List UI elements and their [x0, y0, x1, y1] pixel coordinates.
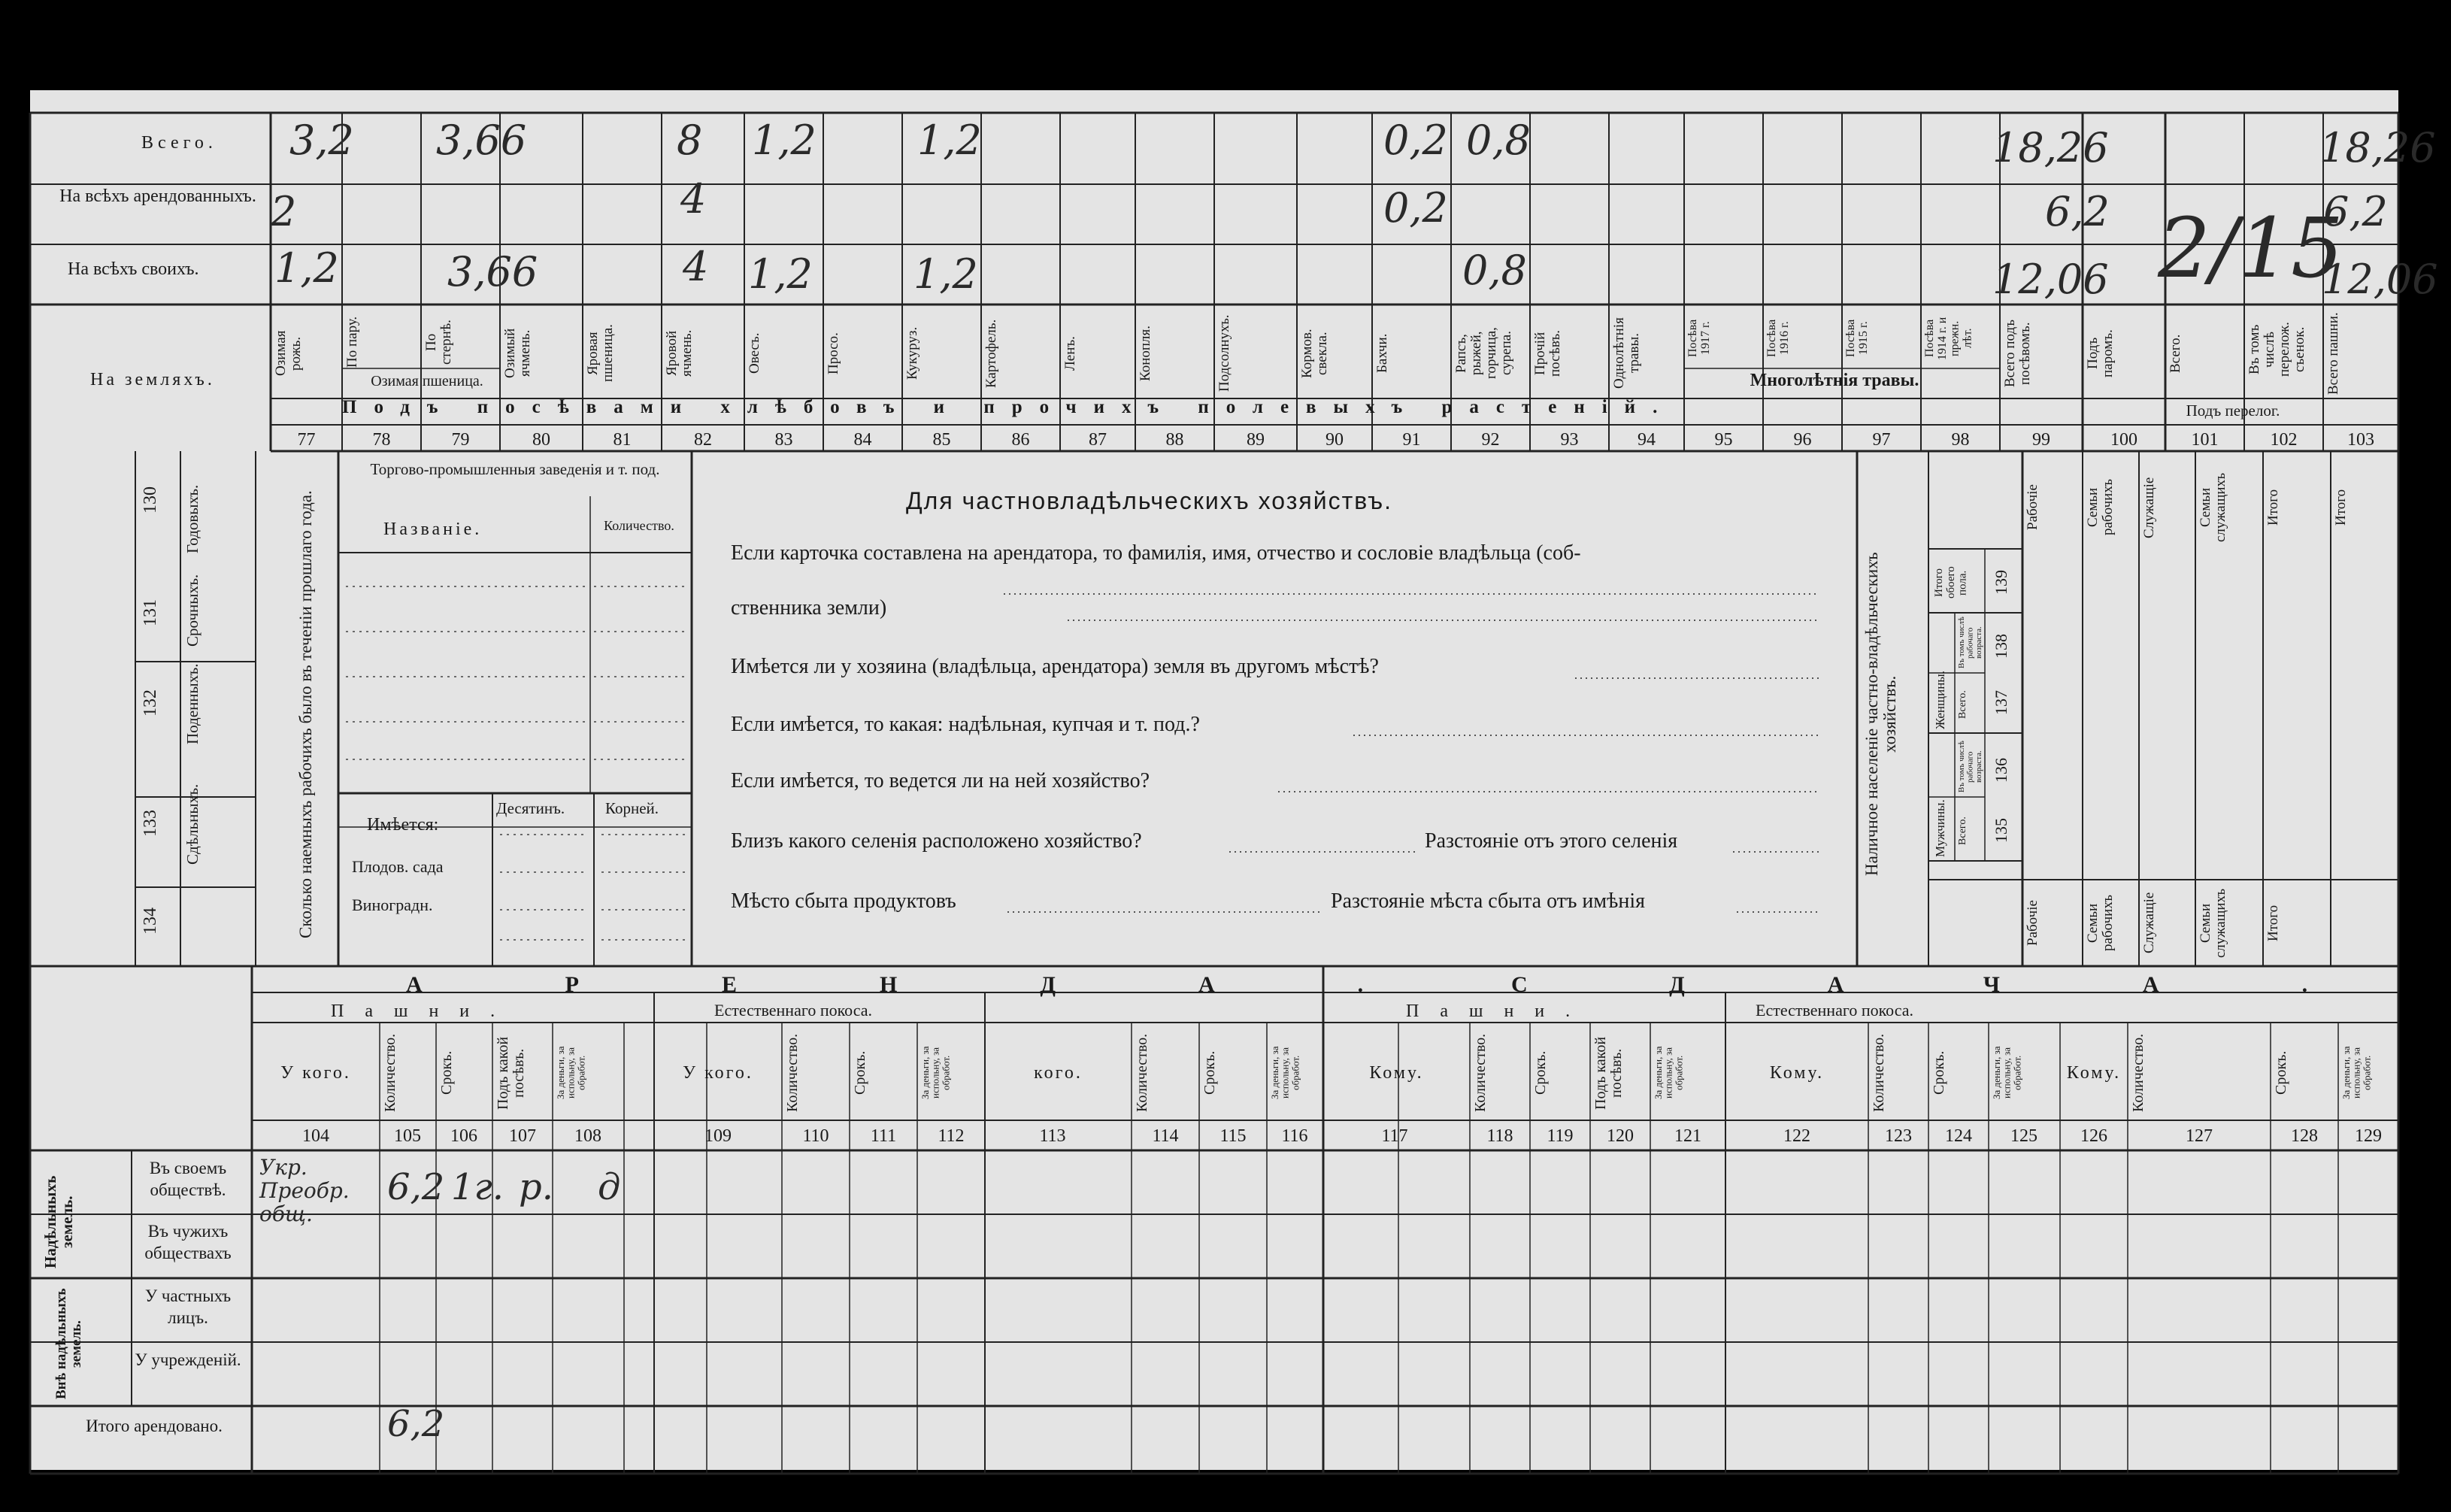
bottom-col-header: Срокъ.	[1931, 1050, 1947, 1095]
hw-arend: 2	[271, 188, 297, 235]
bottom-col-number: 108	[574, 1126, 601, 1146]
top-header-col: Рапсъ, рыжей, горчица, сурепа.	[1453, 327, 1514, 380]
hw-itogo: 6,2	[387, 1403, 445, 1445]
top-header-col: Подсолнухъ.	[1216, 314, 1232, 392]
top-header-col: Однолѣтнія травы.	[1611, 317, 1642, 389]
top-col-number: 92	[1481, 430, 1500, 450]
form-line-2: Имѣется ли у хозяина (владѣльца, арендатора) земля въ другомъ мѣстѣ?	[731, 655, 1379, 678]
bottom-col-number: 127	[2186, 1126, 2213, 1146]
top-header-col: Ленъ.	[1062, 336, 1078, 371]
population-col-bottom: Служащіе	[2141, 892, 2157, 954]
hw-arend: 4	[680, 175, 707, 223]
hired-number: 133	[141, 810, 160, 837]
top-header-col: Овесъ.	[747, 332, 762, 374]
bottom-col-header: кого.	[1034, 1063, 1083, 1083]
hw-arend: 6,2	[2323, 188, 2388, 235]
form-line-8: Разстояніе мѣста сбыта отъ имѣнія	[1331, 889, 1645, 913]
top-header-col: По стернѣ.	[423, 320, 454, 365]
trade-title: Торгово-промышленныя заведенія и т. под.	[370, 460, 660, 478]
bottom-col-number: 125	[2010, 1126, 2037, 1146]
bottom-col-number: 116	[1281, 1126, 1308, 1146]
zh-v-tom: Въ томъ числѣ рабочаго возраста.	[1957, 617, 1984, 669]
hw-svoikh: 1,2	[748, 250, 813, 298]
hw-vsego: 18,26	[1992, 124, 2109, 171]
hw-svoikh: 12,06	[2322, 256, 2438, 303]
row-label-arend: На всѣхъ арендованныхъ.	[59, 186, 256, 206]
bottom-col-header: За деньги, за испольну, за обработ.	[1269, 1046, 1301, 1100]
bottom-col-number: 122	[1783, 1126, 1810, 1146]
bottom-col-header: Количество.	[1472, 1033, 1489, 1113]
bottom-col-header: За деньги, за испольну, за обработ.	[2340, 1046, 2373, 1100]
population-number: 135	[1992, 818, 2010, 844]
top-header-col: Посѣва 1916 г.	[1765, 319, 1791, 358]
bottom-col-header: Подъ какой посѣвъ.	[1592, 1036, 1625, 1110]
hired-number: 134	[141, 908, 160, 935]
bottom-col-number: 129	[2355, 1126, 2382, 1146]
top-header-col: Всего.	[2168, 334, 2183, 373]
bottom-col-header: За деньги, за испольну, за обработ.	[555, 1046, 587, 1100]
ozimaya-pshenitsa-label: Озимая пшеница.	[371, 373, 483, 389]
top-col-number: 77	[297, 430, 316, 450]
hired-type-label: Годовыхъ.	[183, 484, 201, 553]
bottom-col-number: 105	[394, 1126, 421, 1146]
row-label-na-zemlyakh: На земляхъ.	[90, 370, 215, 389]
desyatin-col: Десятинъ.	[496, 799, 565, 817]
row-chastnykh: У частныхъ лицъ.	[144, 1286, 232, 1327]
bottom-col-header: За деньги, за испольну, за обработ.	[920, 1046, 952, 1100]
population-col-top: Рабочіе	[2025, 484, 2040, 531]
hw-svoikh: 2/15	[2158, 200, 2344, 296]
bottom-col-header: Срокъ.	[1201, 1050, 1218, 1095]
top-col-number: 84	[853, 430, 872, 450]
hired-workers-label: Сколько наемныхъ рабочихъ было въ теченіи прошлаго года.	[296, 490, 315, 938]
form-line-7: Мѣсто сбыта продуктовъ	[731, 889, 956, 913]
top-col-number: 87	[1089, 430, 1107, 450]
top-col-number: 91	[1402, 430, 1421, 450]
top-header-col: Конопля.	[1138, 325, 1153, 382]
top-col-number: 95	[1714, 430, 1733, 450]
bottom-col-number: 104	[302, 1126, 329, 1146]
hw-vsego: 0,2	[1383, 117, 1448, 164]
form-title: Для частновладѣльческихъ хозяйствъ.	[906, 487, 1393, 514]
hw-svoikh: 4	[683, 243, 709, 290]
hw-arend: 6,2	[2045, 188, 2110, 235]
bottom-col-header: Срокъ.	[2273, 1050, 2289, 1095]
bottom-col-header: Количество.	[784, 1033, 801, 1113]
hw-za: д	[598, 1166, 621, 1208]
population-label: Наличное населеніе частно-владѣльческихъ хозяйствъ.	[1862, 552, 1900, 877]
bottom-col-header: За деньги, за испольну, за обработ.	[1991, 1046, 2023, 1100]
imeetsya-label: Имѣется:	[367, 815, 439, 835]
hw-srok: 1г.	[451, 1166, 504, 1208]
top-col-number: 85	[932, 430, 951, 450]
form-line-3: Если имѣется, то какая: надѣльная, купчая и т. под.?	[731, 713, 1200, 736]
hired-number: 132	[141, 689, 160, 717]
top-header-col: Кормов. свекла.	[1299, 329, 1330, 378]
top-col-number: 103	[2347, 430, 2374, 450]
top-col-number: 78	[372, 430, 391, 450]
bottom-col-number: 107	[509, 1126, 536, 1146]
bottom-col-header: Количество.	[1134, 1033, 1150, 1113]
group-nadel-label: Надѣльныхъ земель.	[41, 1175, 77, 1268]
top-col-number: 98	[1951, 430, 1970, 450]
bottom-col-number: 117	[1381, 1126, 1408, 1146]
bottom-col-header: Кому.	[2066, 1063, 2122, 1083]
m-v-tom: Въ томъ числѣ рабочаго возраста.	[1957, 741, 1984, 793]
bottom-col-number: 120	[1607, 1126, 1634, 1146]
zh-vsego: Всего.	[1957, 690, 1968, 720]
top-col-number: 79	[451, 430, 470, 450]
top-col-number: 83	[774, 430, 793, 450]
vinograd-label: Виноградн.	[352, 895, 433, 914]
top-header-col: Посѣва 1917 г.	[1686, 319, 1712, 358]
hired-type-label: Сдѣльныхъ.	[183, 783, 201, 865]
hw-vsego: 0,8	[1466, 117, 1531, 164]
bottom-col-number: 106	[450, 1126, 477, 1146]
top-header-col: Яровой ячмень.	[664, 329, 695, 377]
top-header-col: Прочій посѣвъ.	[1532, 330, 1563, 377]
top-header-col: Посѣва 1914 г. и прежн. лѣт.	[1923, 317, 1974, 360]
hw-vsego: 3,2	[289, 117, 354, 164]
population-col-top: Служащіе	[2141, 477, 2157, 538]
top-header-col: Всего пашни.	[2325, 312, 2341, 395]
top-header-col: Посѣва 1915 г.	[1844, 319, 1870, 358]
top-col-number: 88	[1165, 430, 1184, 450]
bottom-col-number: 114	[1152, 1126, 1179, 1146]
muzhchiny-label: Мужчины.	[1933, 799, 1947, 857]
hw-vsego: 8	[677, 117, 703, 164]
arenda-pashni: Пашни.	[331, 1001, 517, 1021]
bottom-col-number: 121	[1674, 1126, 1701, 1146]
bottom-col-header: Количество.	[382, 1033, 398, 1113]
form-line-6: Разстояніе отъ этого селенія	[1425, 829, 1678, 853]
hw-svoikh: 1,2	[274, 244, 339, 292]
population-col-bottom: Семьи рабочихъ	[2085, 895, 2116, 951]
bottom-col-header: Кому.	[1369, 1063, 1424, 1083]
sad-label: Плодов. сада	[352, 857, 444, 876]
top-col-number: 94	[1638, 430, 1656, 450]
bottom-col-header: Количество.	[1871, 1033, 1887, 1113]
population-col-bottom: Рабочіе	[2025, 900, 2040, 946]
top-header-col: Яровая пшеница.	[585, 324, 616, 383]
row-uchrezhdeniy: У учрежденій.	[135, 1350, 241, 1369]
top-col-number: 102	[2270, 430, 2298, 450]
top-col-number: 99	[2032, 430, 2050, 450]
top-col-number: 93	[1560, 430, 1579, 450]
bottom-col-number: 112	[938, 1126, 965, 1146]
hired-type-label: Срочныхъ.	[183, 574, 201, 647]
pod-posevami-banner: Подъ посѣвами хлѣбовъ и прочихъ полевыхъ растеній.	[342, 397, 1675, 417]
top-col-number: 86	[1011, 430, 1030, 450]
top-header-col: Просо.	[826, 332, 841, 374]
bottom-col-number: 124	[1945, 1126, 1972, 1146]
top-col-number: 89	[1247, 430, 1265, 450]
bottom-col-header: За деньги, за испольну, за обработ.	[1653, 1046, 1685, 1100]
top-col-number: 82	[694, 430, 712, 450]
top-col-number: 80	[532, 430, 550, 450]
top-col-number: 100	[2110, 430, 2137, 450]
trade-qty-col: Количество.	[604, 518, 674, 533]
group-vne-label: Внѣ надѣльныхъ земель.	[53, 1288, 84, 1400]
row-chuzhikh: Въ чужихъ обществахъ	[144, 1222, 232, 1262]
pod-perelog-label: Подъ перелог.	[2186, 401, 2280, 420]
population-number: 138	[1992, 634, 2010, 659]
hw-vsego: 1,2	[917, 117, 982, 164]
bottom-col-header: Срокъ.	[852, 1050, 868, 1095]
bottom-col-number: 126	[2080, 1126, 2107, 1146]
top-header-col: Всего подъ посѣвомъ.	[2002, 320, 2033, 387]
bottom-col-number: 115	[1219, 1126, 1247, 1146]
bottom-col-header: У кого.	[683, 1063, 753, 1083]
top-col-number: 96	[1793, 430, 1812, 450]
row-label-vsego: Всего.	[141, 133, 217, 153]
hired-number: 131	[141, 599, 160, 626]
hw-svoikh: 3,66	[447, 248, 538, 295]
top-header-col: Озимая рожь.	[273, 330, 304, 377]
hw-svoikh: 12,06	[1992, 256, 2109, 303]
top-header-col: Въ томъ числѣ перелож. съенок.	[2246, 322, 2307, 377]
bottom-col-header: У кого.	[280, 1063, 351, 1083]
population-number: 139	[1992, 570, 2010, 595]
population-number: 137	[1992, 690, 2010, 716]
mnogoletnie-label: Многолѣтнія травы.	[1750, 371, 1919, 390]
row-itogo: Итого арендовано.	[86, 1417, 223, 1435]
bottom-col-header: Кому.	[1769, 1063, 1825, 1083]
arenda-banner: АРЕНДА.	[406, 972, 1507, 997]
zhenshchiny-label: Женщины.	[1933, 671, 1947, 729]
top-col-number: 97	[1872, 430, 1891, 450]
bottom-col-number: 110	[802, 1126, 829, 1146]
top-header-col: Подъ паромъ.	[2085, 329, 2116, 377]
bottom-col-number: 128	[2291, 1126, 2318, 1146]
bottom-col-number: 111	[870, 1126, 897, 1146]
sdacha-pashni: Пашни.	[1406, 1001, 1592, 1021]
hw-svoikh: 0,8	[1462, 247, 1527, 294]
hw-u-kogo: Укр. Преобр. общ.	[259, 1155, 350, 1226]
top-header-col: По пару.	[344, 316, 360, 368]
row-svoem: Въ своемъ обществѣ.	[149, 1159, 227, 1199]
bottom-col-number: 119	[1547, 1126, 1574, 1146]
form-line-5: Близъ какого селенія расположено хозяйство?	[731, 829, 1142, 853]
population-col-top: Семьи рабочихъ	[2085, 479, 2116, 536]
form-line-1a: Если карточка составлена на арендатора, то фамилія, имя, отчество и сословіе владѣльца (соб-	[731, 541, 1581, 565]
top-col-number: 81	[613, 430, 632, 450]
population-col-bottom: Семьи служащихъ	[2198, 888, 2228, 958]
top-header-col: Озимый ячмень.	[502, 328, 533, 379]
trade-name-col: Названіе.	[383, 520, 483, 539]
hw-vsego: 18,26	[2319, 124, 2436, 171]
form-line-1b: ственника земли)	[731, 596, 887, 620]
top-col-number: 90	[1325, 430, 1344, 450]
bottom-col-header: Количество.	[2130, 1033, 2147, 1113]
arenda-pokosa: Естественнаго покоса.	[714, 1001, 873, 1020]
hw-arend: 0,2	[1383, 184, 1448, 232]
hired-type-label: Поденныхъ.	[183, 663, 201, 744]
top-header-col: Бахчи.	[1374, 333, 1390, 374]
bottom-col-number: 118	[1486, 1126, 1513, 1146]
sdacha-banner: СДАЧА.	[1511, 972, 2451, 997]
hired-number: 130	[141, 486, 160, 514]
bottom-col-number: 123	[1885, 1126, 1912, 1146]
bottom-col-header: Подъ какой посѣвъ.	[495, 1036, 527, 1110]
top-col-number: 101	[2191, 430, 2219, 450]
bottom-col-number: 109	[704, 1126, 732, 1146]
itogo-oboego: Итого обоего пола.	[1933, 566, 1969, 599]
hw-kol: 6,2	[387, 1166, 445, 1208]
bottom-col-number: 113	[1039, 1126, 1066, 1146]
population-col-top: Итого	[2333, 489, 2349, 526]
bottom-col-header: Срокъ.	[1532, 1050, 1549, 1095]
form-line-4: Если имѣется, то ведется ли на ней хозяйство?	[731, 769, 1150, 792]
hw-vsego: 1,2	[752, 117, 816, 164]
hw-vsego: 3,66	[436, 117, 527, 164]
hw-posev: р.	[519, 1166, 553, 1208]
bottom-col-header: Срокъ.	[438, 1050, 455, 1095]
top-header-col: Кукуруз.	[904, 326, 920, 380]
population-col-top: Итого	[2265, 489, 2281, 526]
population-number: 136	[1992, 758, 2010, 783]
population-col-bottom: Итого	[2265, 904, 2281, 941]
sdacha-pokosa: Естественнаго покоса.	[1756, 1001, 1914, 1020]
population-col-top: Семьи служащихъ	[2198, 472, 2228, 543]
row-label-svoikh: На всѣхъ своихъ.	[68, 259, 199, 279]
top-header-col: Картофель.	[983, 319, 999, 388]
m-vsego: Всего.	[1957, 817, 1968, 845]
hw-svoikh: 1,2	[913, 250, 978, 298]
korney-col: Корней.	[605, 799, 659, 817]
